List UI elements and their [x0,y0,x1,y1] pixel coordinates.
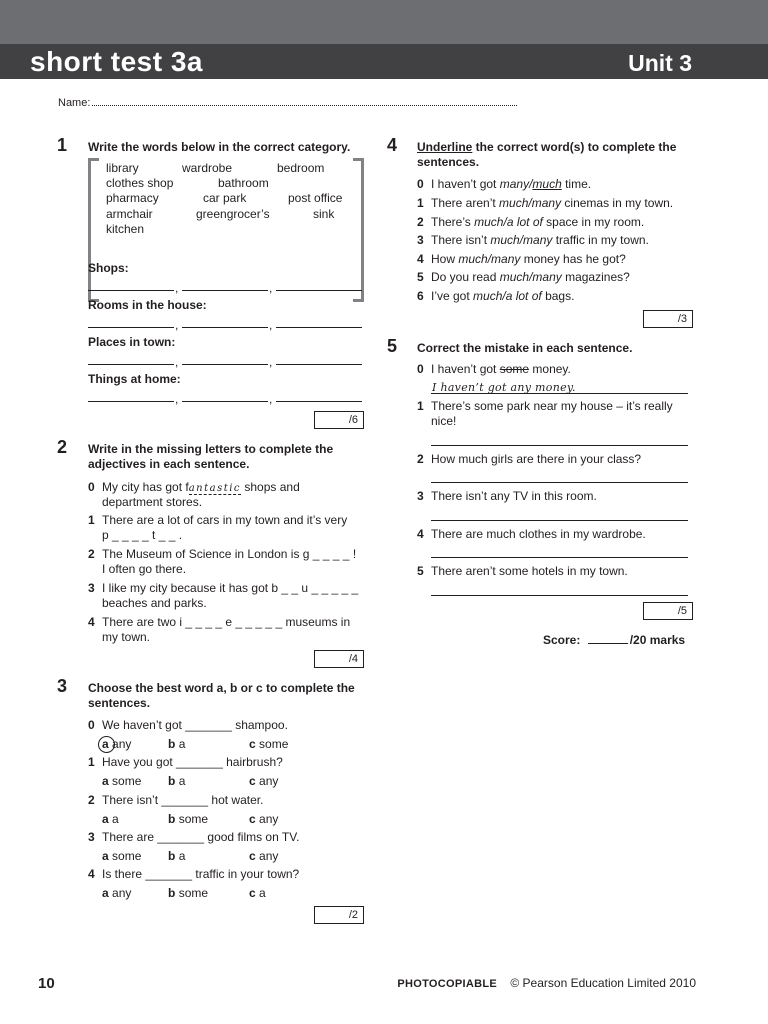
word: bedroom [277,161,325,175]
item-number: 4 [88,615,95,629]
q5-number: 5 [387,336,398,356]
q2-item-4 [88,615,350,630]
q4-options[interactable]: much/many [490,233,553,247]
answer-blank[interactable] [88,401,174,402]
q3-option-b[interactable]: b some [168,886,209,900]
item-text: We haven’t got _______ shampoo. [102,718,288,732]
q4-instruction-line1: Underline the correct word(s) to complete the [417,140,677,154]
q3-item-4 [88,867,299,882]
comma: , [175,318,179,332]
item-number: 3 [88,830,95,844]
comma: , [269,392,273,406]
item-text: My city has got f [102,480,189,494]
item-number: 1 [88,513,95,527]
answer-blank[interactable] [276,327,362,328]
answer-blank[interactable] [182,327,268,328]
copyright: © Pearson Education Limited 2010 [510,976,696,990]
q3-option-b[interactable]: b a [168,849,186,863]
answer-blank[interactable] [88,327,174,328]
q4-instruction-line2: sentences. [417,155,480,169]
item-text: There isn’t _______ hot water. [102,793,264,807]
item-text: There are two i _ _ _ _ e _ _ _ _ _ museums in [102,615,351,629]
q2-item-2-cont: I often go there. [102,562,187,576]
q2-item-4-cont: my town. [102,630,151,644]
q4-options[interactable]: much/many [499,196,562,210]
q4-options[interactable]: much/many [499,270,562,284]
q5-example: 0 I haven’t got some money. [417,362,571,376]
q3-item-3 [88,830,299,845]
word: greengrocer’s [196,207,270,221]
answer-blank[interactable] [182,401,268,402]
q4-item-6: 6 I’ve got much/a lot of bags. [417,289,575,303]
word-box-right-bracket [353,158,364,302]
q2-instruction-line2: adjectives in each sentence. [88,457,250,471]
word: post office [288,191,343,205]
handwritten-answer: antastic [188,483,242,494]
page-title: short test 3a [30,46,203,77]
q4-score-box[interactable]: /3 [643,310,693,328]
word: sink [313,207,335,221]
q3-option-c[interactable]: c any [249,774,279,788]
comma: , [175,355,179,369]
q2-instruction-line1: Write in the missing letters to complete the [88,442,334,456]
item-number: 1 [88,755,95,769]
q5-item-2: 2 How much girls are there in your class? [417,452,642,466]
q2-item-0-cont: department stores. [102,495,203,509]
word-box-left-bracket [88,158,99,302]
answer-blank[interactable] [88,290,174,291]
q5-instruction: Correct the mistake in each sentence. [417,341,633,355]
q3-item-0 [88,718,288,733]
comma: , [175,392,179,406]
item-number: 0 [88,480,95,494]
answer-line[interactable] [431,595,688,596]
category-things: Things at home: [88,372,181,386]
item-number: 4 [88,867,95,881]
q4-item-1: 1 There aren’t much/many cinemas in my town. [417,196,674,210]
answer-blank[interactable] [182,364,268,365]
item-text: shops and [241,480,300,494]
comma: , [269,318,273,332]
q3-option-b[interactable]: b a [168,737,186,751]
word: clothes shop [106,176,174,190]
q3-option-c[interactable]: c a [249,886,266,900]
category-shops: Shops: [88,261,129,275]
answer-line[interactable] [431,520,688,521]
q3-option-a[interactable]: a a [102,812,119,826]
category-rooms: Rooms in the house: [88,298,207,312]
q1-score-box[interactable]: /6 [314,411,364,429]
total-score [543,632,685,648]
q4-options[interactable]: much/many [458,252,521,266]
footer-credits [397,976,696,990]
q4-item-0: 0 I haven’t got many/much time. [417,177,592,191]
answer-line[interactable] [431,393,688,394]
header-bar [0,44,768,79]
word: wardrobe [182,161,233,175]
q3-option-a[interactable]: a some [102,849,142,863]
q3-option-a[interactable]: a any [102,886,132,900]
q2-item-0 [88,480,300,496]
q2-item-3 [88,581,358,596]
word: bathroom [218,176,269,190]
q2-number: 2 [57,437,68,457]
handwritten-answer: I haven’t got any money. [432,381,576,394]
q3-option-c[interactable]: c any [249,849,279,863]
q2-item-1 [88,513,347,528]
q4-number: 4 [387,135,398,155]
name-label: Name: [58,97,91,109]
answer-blank[interactable] [276,401,362,402]
answer-blank[interactable] [88,364,174,365]
comma: , [175,281,179,295]
page-number: 10 [38,975,55,992]
item-number: 2 [88,547,95,561]
q3-number: 3 [57,676,68,696]
q3-instruction-line1: Choose the best word a, b or c to complete the [88,681,355,695]
q1-number: 1 [57,135,68,155]
photocopiable-label: PHOTOCOPIABLE [397,978,498,990]
q5-item-3: 3 There isn’t any TV in this room. [417,489,597,503]
answer-blank[interactable] [276,364,362,365]
q3-instruction-line2: sentences. [88,696,151,710]
q2-item-2 [88,547,356,562]
q2-item-1-cont: p _ _ _ _ t _ _ . [102,528,183,542]
q3-score-box[interactable]: /2 [314,906,364,924]
unit-label: Unit 3 [628,50,692,76]
q3-option-c[interactable]: c any [249,812,279,826]
q4-item-3: 3 There isn’t much/many traffic in my town. [417,233,649,247]
name-dotted-line[interactable] [92,95,517,106]
answer-line[interactable] [431,482,688,483]
answer-blank[interactable] [276,290,362,291]
category-places: Places in town: [88,335,176,349]
q3-option-c[interactable]: c some [249,737,289,751]
q5-item-1: 1 There’s some park near my house – it’s really [417,399,673,413]
word: pharmacy [106,191,159,205]
item-number: 2 [88,793,95,807]
item-text: There are a lot of cars in my town and it’s very [102,513,348,527]
q5-item-5: 5 There aren’t some hotels in my town. [417,564,628,578]
q2-item-3-cont: beaches and parks. [102,596,207,610]
item-text: Is there _______ traffic in your town? [102,867,300,881]
item-text: I like my city because it has got b _ _ u _ _ _ _ _ [102,581,359,595]
answer-line[interactable] [431,557,688,558]
q4-item-4: 4 How much/many money has he got? [417,252,626,266]
q5-item-1-cont: nice! [431,414,457,428]
q4-options[interactable]: much/a lot of [473,289,542,303]
item-text: The Museum of Science in London is g _ _ _ _ ! [102,547,357,561]
q3-option-a[interactable]: a some [102,774,142,788]
q4-item-5: 5 Do you read much/many magazines? [417,270,630,284]
q3-option-b[interactable]: b a [168,774,186,788]
q1-instruction: Write the words below in the correct category. [88,140,351,154]
word: kitchen [106,222,145,236]
word: library [106,161,139,175]
score-suffix: /20 marks [629,633,686,647]
q4-item-2: 2 There’s much/a lot of space in my room. [417,215,645,229]
word: armchair [106,207,153,221]
word: car park [203,191,247,205]
item-number: 0 [88,718,95,732]
comma: , [269,281,273,295]
q5-score-box[interactable]: /5 [643,602,693,620]
item-text: Have you got _______ hairbrush? [102,755,283,769]
q5-item-4: 4 There are much clothes in my wardrobe. [417,527,646,541]
q4-options[interactable]: much/a lot of [474,215,543,229]
score-label: Score: [543,633,581,647]
answer-line[interactable] [431,445,688,446]
item-text: There are _______ good films on TV. [102,830,300,844]
top-strip [0,0,768,44]
q3-item-2 [88,793,263,808]
answer-blank[interactable] [182,290,268,291]
q2-score-box[interactable]: /4 [314,650,364,668]
name-field[interactable] [58,95,517,109]
q3-option-a[interactable]: a any [102,737,132,751]
q3-item-1 [88,755,283,770]
total-score-blank[interactable] [588,632,628,644]
comma: , [269,355,273,369]
q3-option-b[interactable]: b some [168,812,209,826]
item-number: 3 [88,581,95,595]
